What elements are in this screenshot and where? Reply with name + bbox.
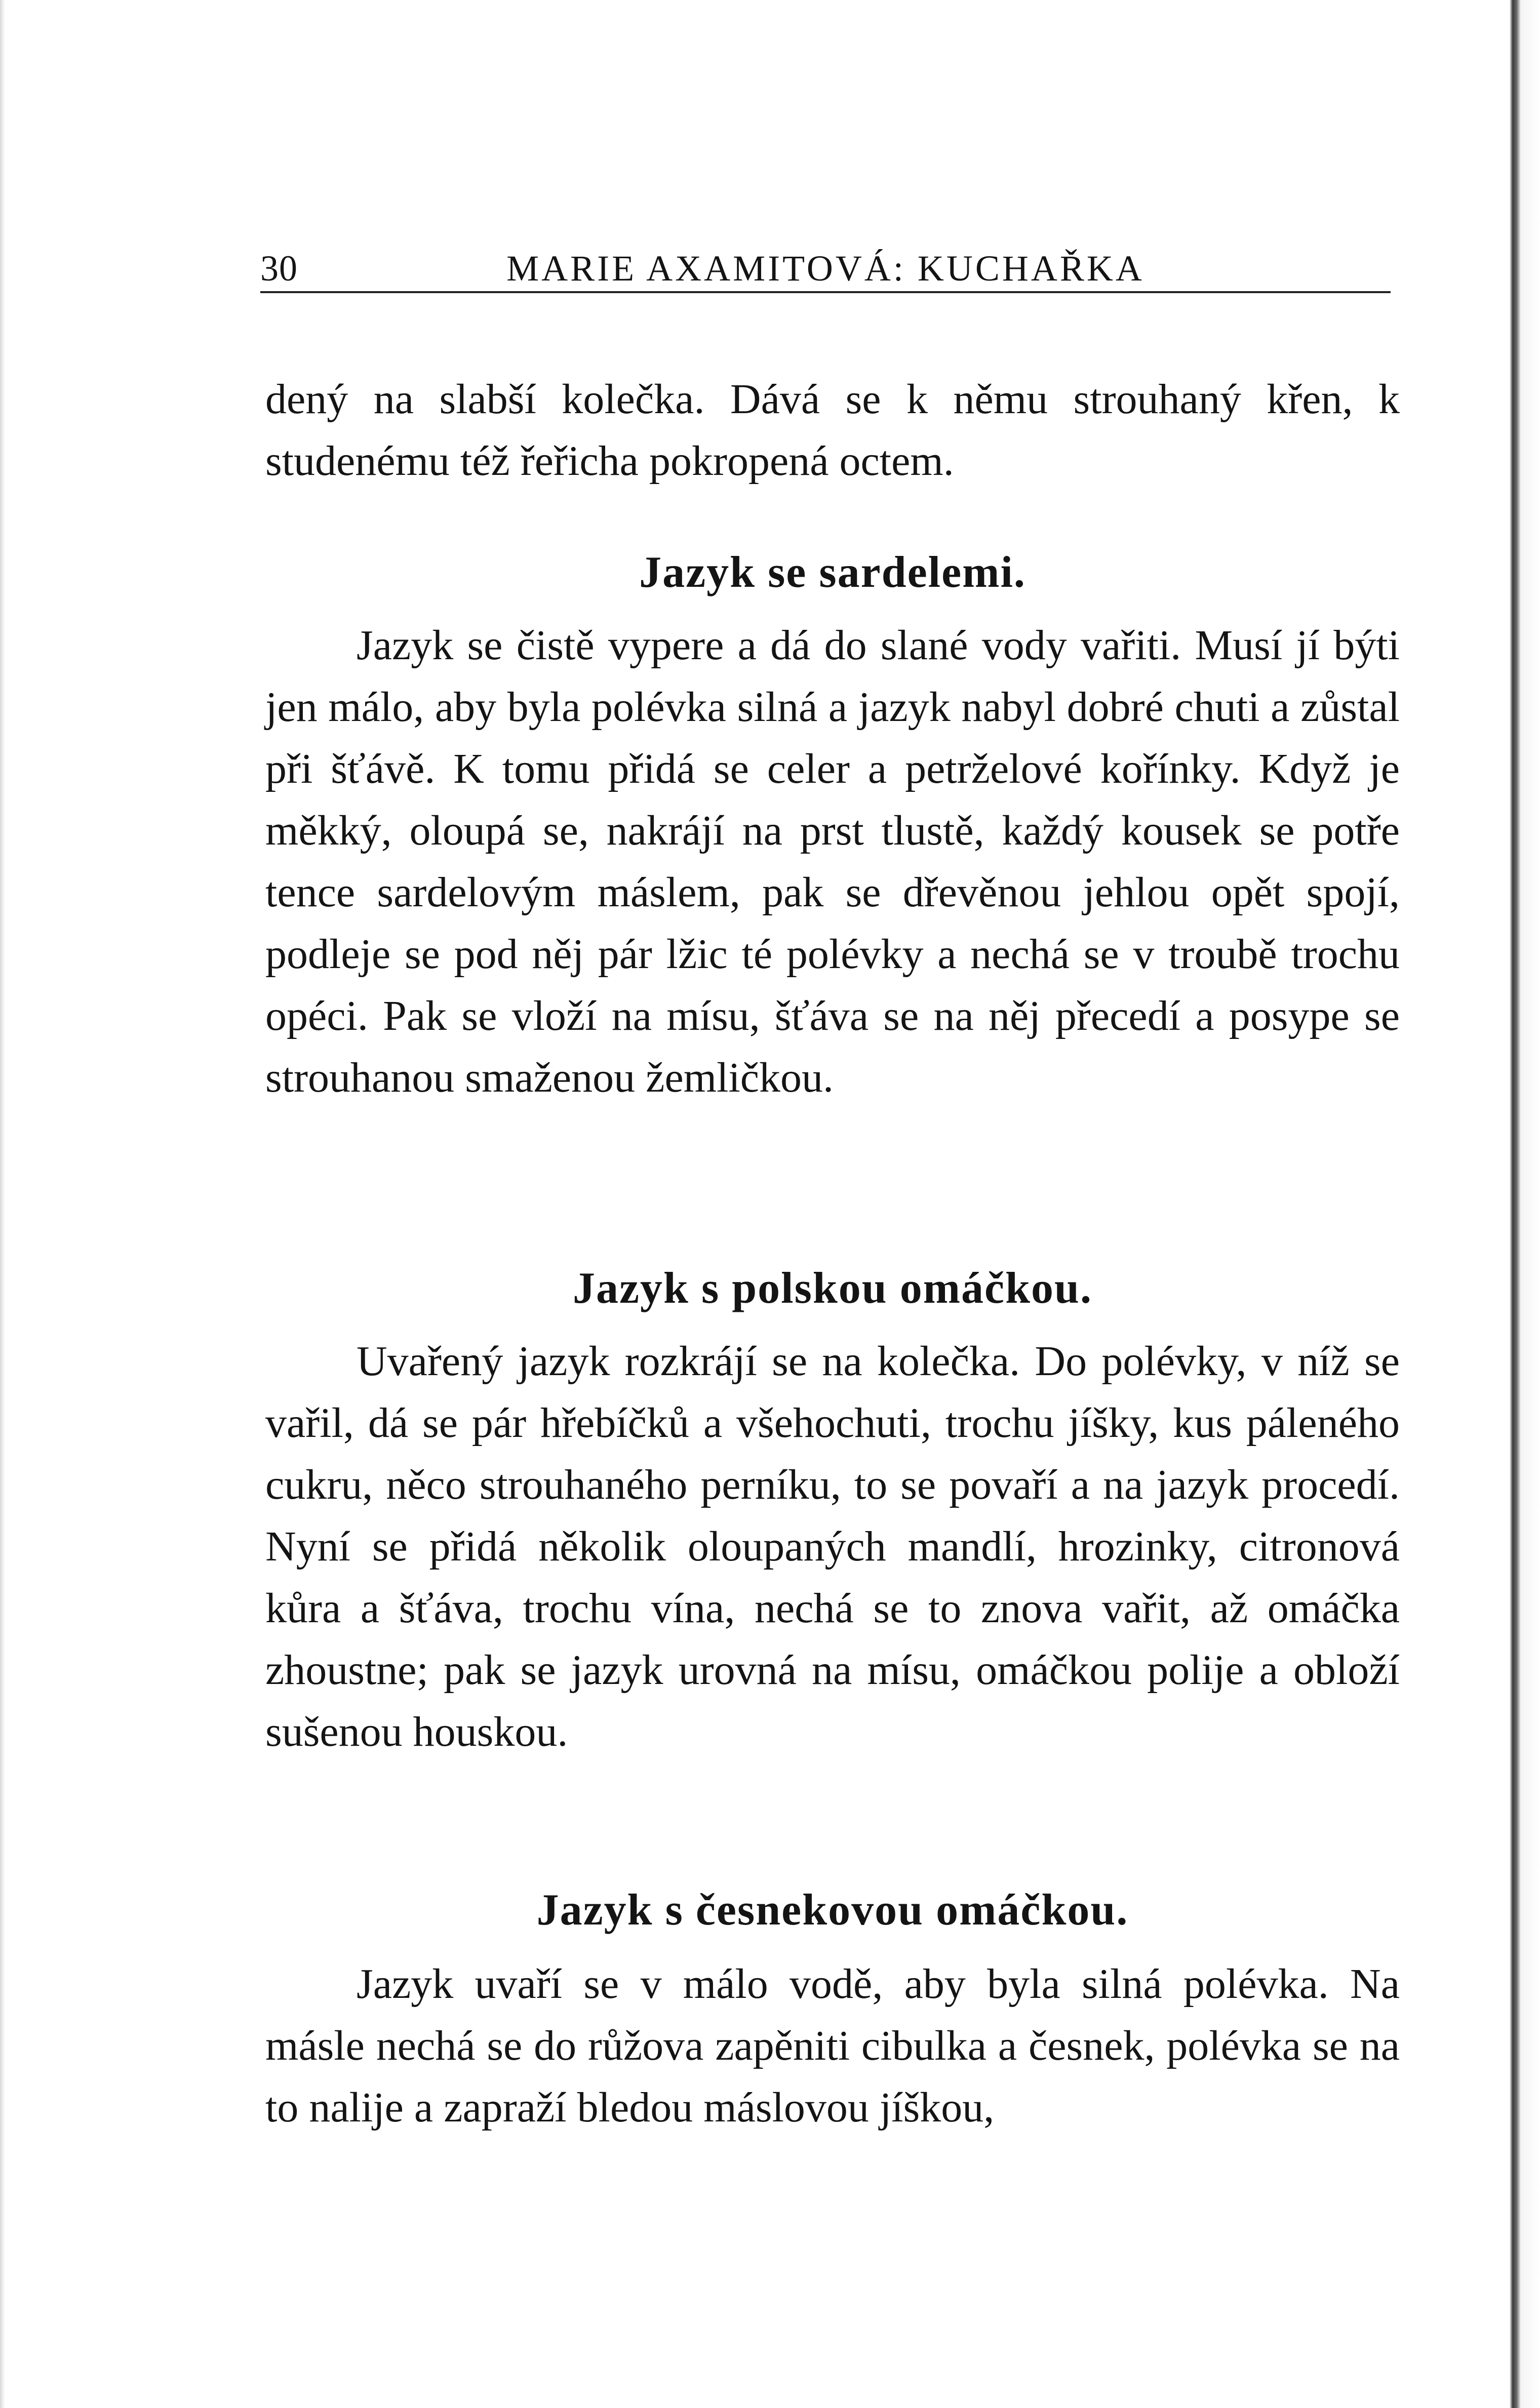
section-title: Jazyk se sardelemi.: [639, 548, 1026, 597]
section-title: Jazyk s polskou omáčkou.: [572, 1264, 1092, 1313]
section-text: Uvařený jazyk rozkrájí se na kolečka. Do polévky, v níž se vařil, dá se pár hřebíčků a všehochuti, trochu jíšky, kus páleného cukru, něco strouhaného perníku, to se povaří a na jazyk procedí. Nyní se přidá několik oloupaných mandlí, hrozinky, citronová kůra a šťáva, trochu vína, nechá se to znova vařit, až omáčka zhoustne; pak se jazyk urovná na mísu, omáčkou polije a obloží sušenou houskou.: [265, 1338, 1400, 1755]
running-head: MARIE AXAMITOVÁ: KUCHAŘKA: [506, 248, 1144, 289]
page-binding-edge: [1505, 0, 1540, 2408]
continuation-paragraph: [265, 369, 1400, 492]
page-header: [260, 235, 1391, 293]
section-body: [265, 1331, 1400, 1763]
page-left-edge: [0, 0, 5, 2408]
continuation-text: dený na slabší kolečka. Dává se k němu strouhaný křen, k studenému též řeřicha pokropená octem.: [265, 376, 1400, 485]
section-title: Jazyk s česnekovou omáčkou.: [536, 1885, 1129, 1935]
section-text: Jazyk uvaří se v málo vodě, aby byla silná polévka. Na másle nechá se do růžova zapěniti cibulka a česnek, polévka se na to nalije a zapraží bledou máslovou jíškou,: [265, 1960, 1400, 2131]
section-text: Jazyk se čistě vypere a dá do slané vody vařiti. Musí jí býti jen málo, aby byla polévka silná a jazyk nabyl dobré chuti a zůstal při šťávě. K tomu přidá se celer a petrželové kořínky. Když je měkký, oloupá se, nakrájí na prst tlustě, každý kousek se potře tence sardelovým máslem, pak se dřevěnou jehlou opět spojí, podleje se pod něj pár lžic té polévky a nechá se v troubě trochu opéci. Pak se vloží na mísu, šťáva se na něj přecedí a posype se strouhanou smaženou žemličkou.: [265, 622, 1400, 1101]
section-body: [265, 615, 1400, 1109]
section-body: [265, 1953, 1400, 2139]
page-number: 30: [260, 248, 298, 289]
